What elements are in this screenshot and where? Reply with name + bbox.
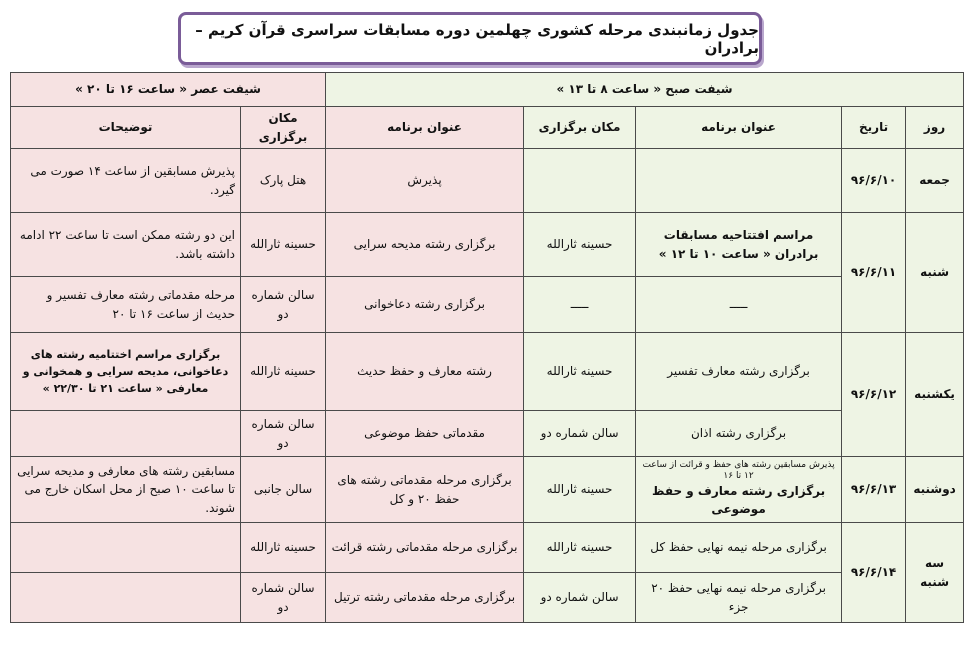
- pm-venue-cell: هتل پارک: [241, 149, 326, 213]
- day-cell: یکشنبه: [906, 333, 964, 457]
- am-program-cell: ـــــ: [636, 277, 842, 333]
- table-row: [11, 411, 964, 457]
- table-row: [11, 573, 964, 623]
- pm-venue-cell: سالن شماره دو: [241, 411, 326, 457]
- column-header-row: [11, 107, 964, 149]
- table-row: [11, 277, 964, 333]
- am-program-title: برگزاری رشته معارف و حفظ موضوعی: [651, 483, 826, 517]
- col-header-am-venue: مکان برگزاری: [524, 107, 636, 149]
- pm-venue-cell: حسینه ثارالله: [241, 523, 326, 573]
- col-header-pm-program: عنوان برنامه: [326, 107, 524, 149]
- date-cell: ۹۶/۶/۱۰: [842, 149, 906, 213]
- am-program-cell: [636, 149, 842, 213]
- am-venue-cell: حسینه ثارالله: [524, 523, 636, 573]
- table-row: [11, 149, 964, 213]
- evening-shift-header: شیفت عصر « ساعت ۱۶ تا ۲۰ »: [11, 73, 326, 107]
- title-box: [178, 12, 762, 65]
- notes-cell: پذیرش مسابقین از ساعت ۱۴ صورت می گیرد.: [11, 149, 241, 213]
- notes-cell: برگزاری مراسم اختتامیه رشته های دعاخوانی، مدیحه سرایی و همخوانی و معارفی « ساعت ۲۱ تا ۲۲/۳۰ »: [11, 333, 241, 411]
- day-cell: سه شنبه: [906, 523, 964, 623]
- am-program-cell: برگزاری رشته اذان: [636, 411, 842, 457]
- col-header-am-program: عنوان برنامه: [636, 107, 842, 149]
- morning-shift-header: شیفت صبح « ساعت ۸ تا ۱۳ »: [326, 73, 964, 107]
- am-venue-cell: [524, 149, 636, 213]
- pm-program-cell: برگزاری مرحله مقدماتی رشته ترتیل: [326, 573, 524, 623]
- am-venue-cell: حسینه ثارالله: [524, 333, 636, 411]
- col-header-day: روز: [906, 107, 964, 149]
- am-program-note: پذیرش مسابقین رشته های حفظ و قرائت از ساعت ۱۲ تا ۱۶: [642, 460, 835, 482]
- pm-venue-cell: حسینه ثارالله: [241, 213, 326, 277]
- pm-program-cell: مقدماتی حفظ موضوعی: [326, 411, 524, 457]
- date-cell: ۹۶/۶/۱۱: [842, 213, 906, 333]
- pm-program-cell: برگزاری مرحله مقدماتی رشته قرائت: [326, 523, 524, 573]
- pm-venue-cell: سالن جانبی: [241, 457, 326, 523]
- pm-venue-cell: حسینه ثارالله: [241, 333, 326, 411]
- am-program-cell: برگزاری مرحله نیمه نهایی حفظ ۲۰ جزء: [636, 573, 842, 623]
- col-header-notes: توضیحات: [11, 107, 241, 149]
- pm-venue-cell: سالن شماره دو: [241, 573, 326, 623]
- notes-cell: این دو رشته ممکن است تا ساعت ۲۲ ادامه داشته باشد.: [11, 213, 241, 277]
- table-row: [11, 213, 964, 277]
- notes-cell: مسابقین رشته های معارفی و مدیحه سرایی تا ساعت ۱۰ صبح از محل اسکان خارج می شوند.: [11, 457, 241, 523]
- schedule-table: [10, 72, 964, 623]
- pm-program-cell: رشته معارف و حفظ حدیث: [326, 333, 524, 411]
- notes-cell: مرحله مقدماتی رشته معارف تفسیر و حدیث از ساعت ۱۶ تا ۲۰: [11, 277, 241, 333]
- pm-program-cell: برگزاری رشته مدیحه سرایی: [326, 213, 524, 277]
- table-row: [11, 457, 964, 523]
- table-row: [11, 523, 964, 573]
- am-program-cell: برگزاری مرحله نیمه نهایی حفظ کل: [636, 523, 842, 573]
- am-venue-cell: سالن شماره دو: [524, 411, 636, 457]
- col-header-date: تاریخ: [842, 107, 906, 149]
- col-header-pm-venue: مکان برگزاری: [241, 107, 326, 149]
- am-program-cell: برگزاری رشته معارف تفسیر: [636, 333, 842, 411]
- table-row: [11, 333, 964, 411]
- date-cell: ۹۶/۶/۱۴: [842, 523, 906, 623]
- am-venue-cell: حسینه ثارالله: [524, 457, 636, 523]
- day-cell: جمعه: [906, 149, 964, 213]
- am-venue-cell: سالن شماره دو: [524, 573, 636, 623]
- am-program-cell: مراسم افتتاحیه مسابقات برادران « ساعت ۱۰ تا ۱۲ »: [636, 213, 842, 277]
- day-cell: شنبه: [906, 213, 964, 333]
- am-venue-cell: حسینه ثارالله: [524, 213, 636, 277]
- am-program-cell: [636, 457, 842, 523]
- notes-cell: [11, 573, 241, 623]
- pm-program-cell: برگزاری مرحله مقدماتی رشته های حفظ ۲۰ و کل: [326, 457, 524, 523]
- pm-venue-cell: سالن شماره دو: [241, 277, 326, 333]
- pm-program-cell: برگزاری رشته دعاخوانی: [326, 277, 524, 333]
- page-title: جدول زمانبندی مرحله کشوری چهلمین دوره مسابقات سراسری قرآن کریم – برادران: [195, 20, 759, 57]
- pm-program-cell: پذیرش: [326, 149, 524, 213]
- notes-cell: [11, 411, 241, 457]
- am-venue-cell: ـــــ: [524, 277, 636, 333]
- shift-header-row: [11, 73, 964, 107]
- date-cell: ۹۶/۶/۱۳: [842, 457, 906, 523]
- date-cell: ۹۶/۶/۱۲: [842, 333, 906, 457]
- day-cell: دوشنبه: [906, 457, 964, 523]
- notes-cell: [11, 523, 241, 573]
